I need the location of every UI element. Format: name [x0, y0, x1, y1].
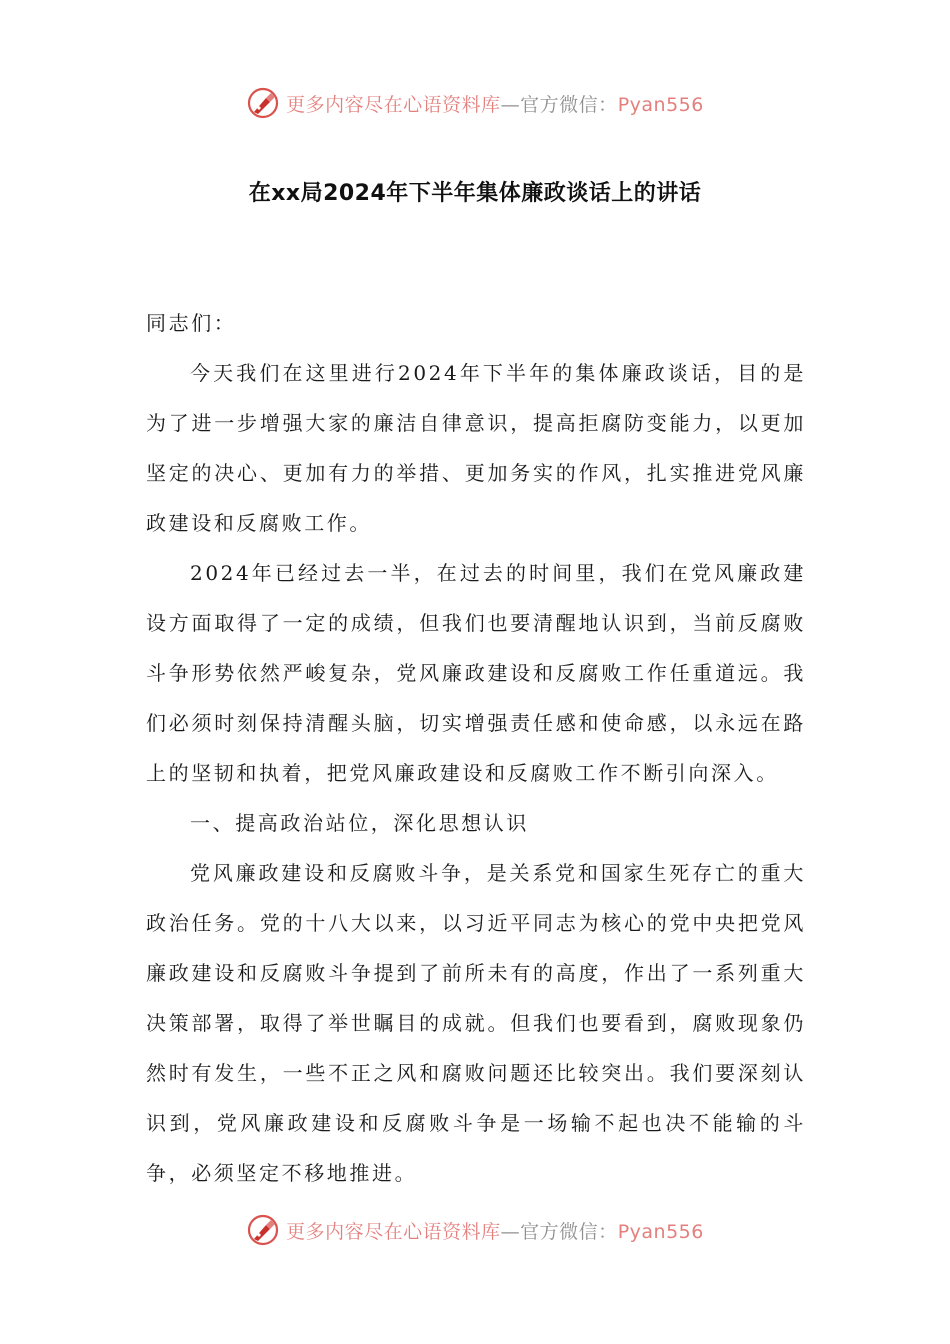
salutation: 同志们：	[146, 311, 237, 335]
document-title: 在xx局2024年下半年集体廉政谈话上的讲话	[248, 181, 702, 206]
paragraph: 今天我们在这里进行2024年下半年的集体廉政谈话，目的是为了进一步增强大家的廉洁自律意识，提高拒腐防变能力，以更加坚定的决心、更加有力的举措、更加务实的作风，扎实推进党风廉政建设和反腐败工作。	[146, 361, 806, 535]
document-body	[146, 298, 806, 1198]
watermark-text: 更多内容尽在心语资料库—官方微信：Pyan556	[286, 1220, 704, 1243]
section-heading: 一、提高政治站位，深化思想认识	[190, 811, 529, 835]
paragraph: 党风廉政建设和反腐败斗争，是关系党和国家生死存亡的重大政治任务。党的十八大以来，以习近平同志为核心的党中央把党风廉政建设和反腐败斗争提到了前所未有的高度，作出了一系列重大决策部署，取得了举世瞩目的成就。但我们也要看到，腐败现象仍然时有发生，一些不正之风和腐败问题还比较突出。我们要深刻认识到，党风廉政建设和反腐败斗争是一场输不起也决不能输的斗争，必须坚定不移地推进。	[146, 861, 806, 1185]
footer-watermark	[0, 1210, 950, 1250]
pen-nib-circle-icon	[246, 1213, 280, 1247]
header-watermark	[0, 83, 950, 123]
pen-nib-circle-icon	[246, 86, 280, 120]
paragraph: 2024年已经过去一半，在过去的时间里，我们在党风廉政建设方面取得了一定的成绩，但我们也要清醒地认识到，当前反腐败斗争形势依然严峻复杂，党风廉政建设和反腐败工作任重道远。我们必须时刻保持清醒头脑，切实增强责任感和使命感，以永远在路上的坚韧和执着，把党风廉政建设和反腐败工作不断引向深入。	[146, 561, 806, 785]
watermark-text: 更多内容尽在心语资料库—官方微信：Pyan556	[286, 93, 704, 116]
